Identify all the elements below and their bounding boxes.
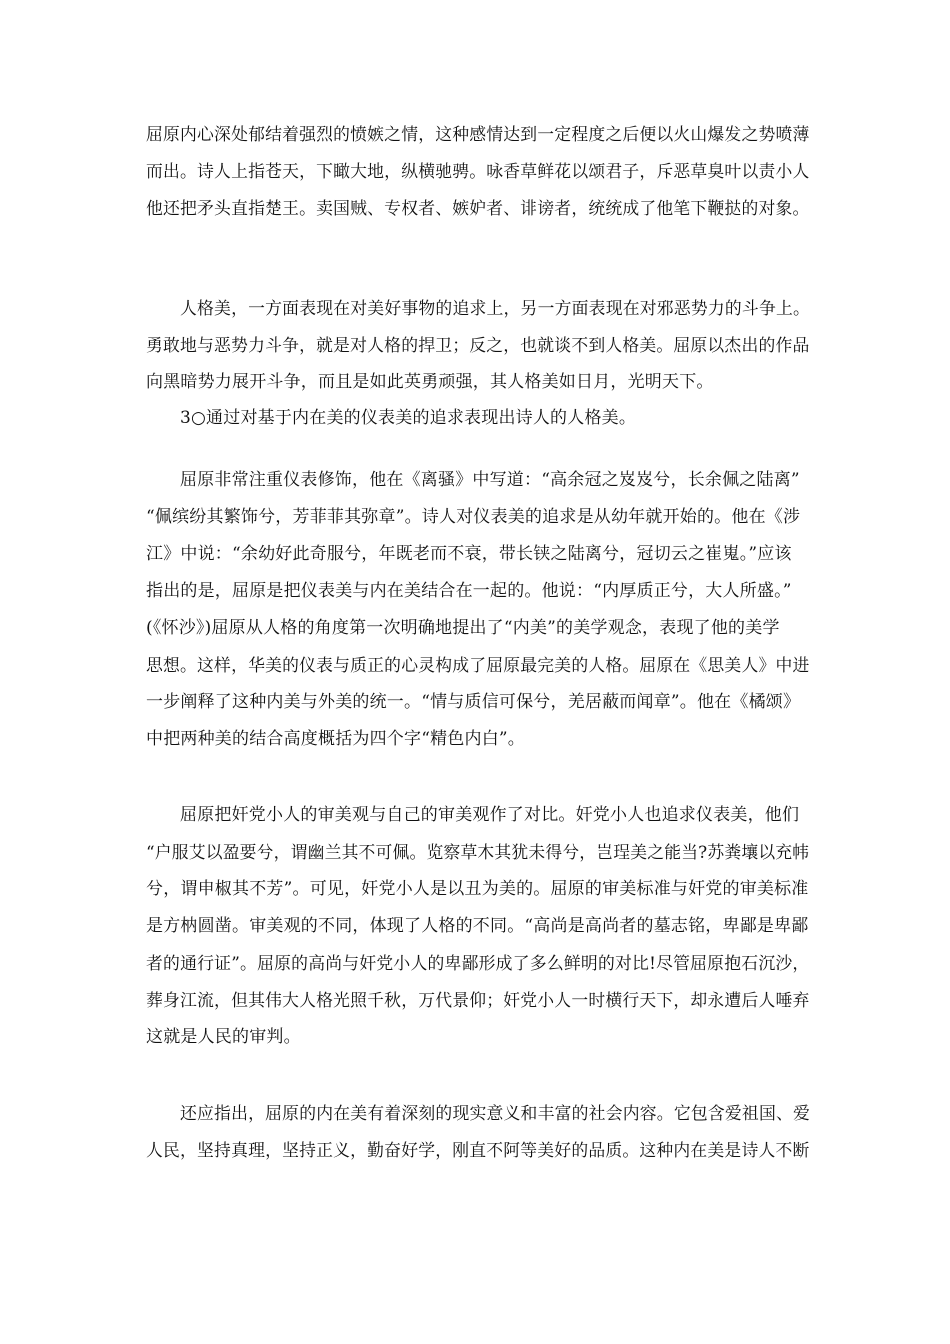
paragraph-2	[146, 290, 810, 401]
text-line: “佩缤纷其繁饰兮，芳菲菲其弥章”。诗人对仪表美的追求是从幼年就开始的。他在《涉	[146, 507, 801, 527]
text-line: 屈原把奸党小人的审美观与自己的审美观作了对比。奸党小人也追求仪表美，他们	[180, 805, 800, 825]
text-line: 3○通过对基于内在美的仪表美的追求表现出诗人的人格美。	[180, 408, 637, 428]
text-line: 一步阐释了这种内美与外美的统一。“情与质信可保兮，羌居蔽而闻章”。他在《橘颂》	[146, 692, 801, 712]
text-line: 人民，坚持真理，坚持正义，勤奋好学，刚直不阿等美好的品质。这种内在美是诗人不断	[146, 1140, 810, 1160]
paragraph-5	[146, 797, 810, 1056]
text-line: 者的通行证”。屈原的高尚与奸党小人的卑鄙形成了多么鲜明的对比!尽管屈原抱石沉沙，	[146, 953, 810, 973]
text-line: 中把两种美的结合高度概括为四个字“精色内白”。	[146, 729, 525, 749]
text-line: 兮，谓申椒其不芳”。可见，奸党小人是以丑为美的。屈原的审美标准与奸党的审美标准	[146, 879, 809, 899]
text-line: 向黑暗势力展开斗争，而且是如此英勇顽强，其人格美如日月，光明天下。	[146, 372, 714, 392]
text-line: (《怀沙》)屈原从人格的角度第一次明确地提出了“内美”的美学观念，表现了他的美学	[146, 618, 780, 638]
text-line: 他还把矛头直指楚王。卖国贼、专权者、嫉妒者、诽谤者，统统成了他笔下鞭挞的对象。	[146, 198, 810, 218]
text-line: “户服艾以盈要兮，谓幽兰其不可佩。览察草木其犹未得兮，岂珵美之能当?苏粪壤以充帏	[146, 842, 810, 862]
text-line: 屈原内心深处郁结着强烈的愤嫉之情，这种感情达到一定程度之后便以火山爆发之势喷薄	[146, 124, 810, 144]
text-line: 而出。诗人上指苍天，下瞰大地，纵横驰骋。咏香草鲜花以颂君子，斥恶草臭叶以责小人	[146, 161, 810, 181]
text-line: 勇敢地与恶势力斗争，就是对人格的捍卫；反之，也就谈不到人格美。屈原以杰出的作品	[146, 335, 810, 355]
paragraph-4	[146, 462, 810, 758]
text-line: 屈原非常注重仪表修饰，他在《离骚》中写道：“高余冠之岌岌兮，长余佩之陆离”	[180, 470, 800, 490]
paragraph-1	[146, 116, 810, 227]
text-line: 是方枘圆凿。审美观的不同，体现了人格的不同。“高尚是高尚者的墓志铭，卑鄙是卑鄙	[146, 916, 809, 936]
section-heading-3	[146, 400, 810, 437]
paragraph-6	[146, 1095, 810, 1169]
text-line: 还应指出，屈原的内在美有着深刻的现实意义和丰富的社会内容。它包含爱祖国、爱	[180, 1103, 811, 1123]
text-line: 葬身江流，但其伟大人格光照千秋，万代景仰；奸党小人一时横行天下，却永遭后人唾弃	[146, 990, 810, 1010]
text-line: 指出的是，屈原是把仪表美与内在美结合在一起的。他说：“内厚质正兮，大人所盛。”	[146, 581, 792, 601]
text-line: 江》中说：“余幼好此奇服兮，年既老而不衰，带长铗之陆离兮，冠切云之崔嵬。”应该	[146, 544, 792, 564]
text-line: 思想。这样，华美的仪表与质正的心灵构成了屈原最完美的人格。屈原在《思美人》中进	[146, 655, 810, 675]
text-line: 人格美，一方面表现在对美好事物的追求上，另一方面表现在对邪恶势力的斗争上。	[180, 298, 811, 318]
text-line: 这就是人民的审判。	[146, 1027, 301, 1047]
